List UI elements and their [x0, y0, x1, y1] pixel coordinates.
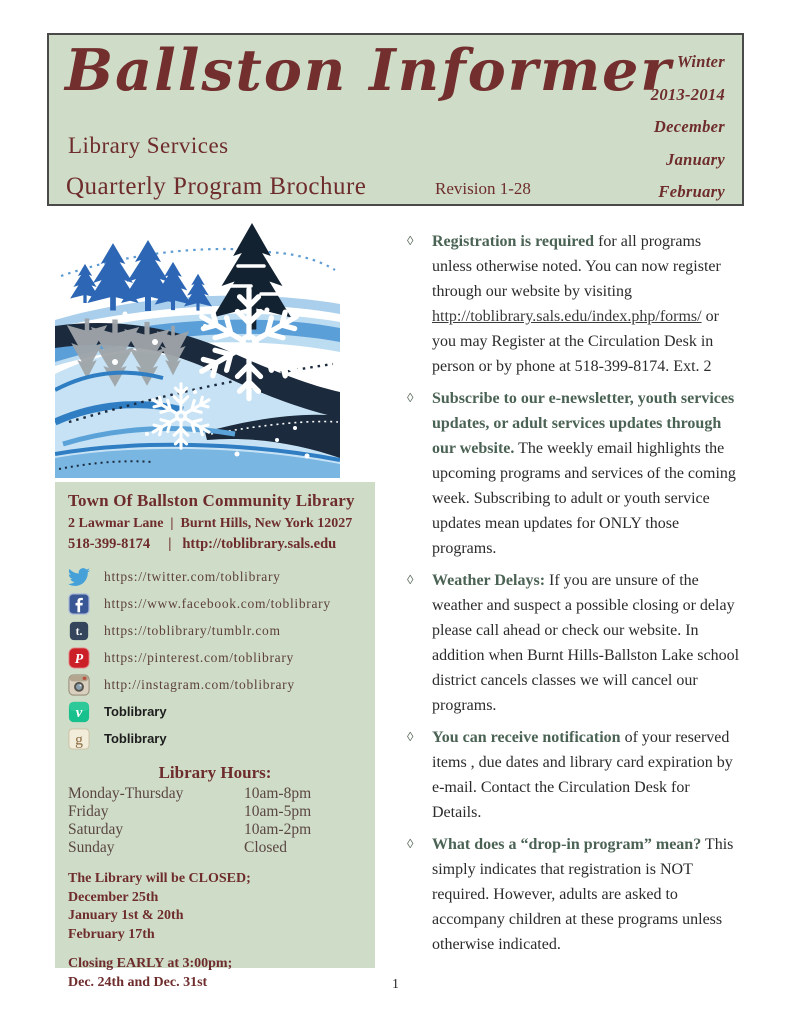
notice-text — [432, 568, 743, 718]
social-row-vine — [68, 699, 362, 724]
closed-date: January 1st & 20th — [68, 908, 184, 923]
hours-time: 10am-2pm — [244, 821, 312, 838]
social-row-instagram — [68, 672, 362, 697]
notice-registration — [407, 229, 747, 379]
social-row-twitter — [68, 564, 362, 589]
diamond-bullet-icon: ◊ — [407, 729, 414, 744]
svg-text:t.: t. — [75, 624, 83, 638]
closed-date: December 25th — [68, 889, 159, 905]
hours-time: 10am-8pm — [244, 785, 312, 802]
notice-text — [432, 229, 743, 379]
library-hours-heading: Library Hours: — [158, 763, 272, 782]
vine-icon — [68, 701, 90, 723]
notice-drop-in-program — [407, 832, 747, 957]
early-closing-heading: Closing EARLY at 3:00pm; — [68, 956, 233, 971]
notice-body: for all programs unless otherwise noted. You can now register through our website by visiting — [432, 233, 721, 300]
social-links-list — [68, 564, 362, 751]
twitter-icon — [68, 566, 90, 588]
notices-column — [407, 229, 747, 964]
hours-time: 10am-5pm — [244, 803, 312, 820]
pinterest-icon — [68, 647, 90, 669]
hours-row — [68, 785, 362, 803]
hours-time: Closed — [244, 839, 288, 856]
season-line: Winter — [677, 52, 725, 71]
diamond-bullet-icon: ◊ — [407, 836, 414, 851]
pinterest-url: https://pinterest.com/toblibrary — [104, 649, 294, 665]
season-line: 2013-2014 — [650, 84, 725, 104]
notice-subscribe — [407, 386, 747, 561]
instagram-url: http://instagram.com/toblibrary — [104, 676, 295, 692]
instagram-icon — [68, 674, 90, 696]
hours-row — [68, 803, 362, 821]
subtitle-library-services: Library Services — [68, 133, 229, 158]
library-hours-table — [68, 785, 362, 857]
notice-lead: Registration is required — [432, 233, 595, 250]
tumblr-url: https://toblibrary/tumblr.com — [104, 622, 281, 638]
notice-text — [432, 832, 743, 957]
season-line: January — [666, 149, 725, 169]
diamond-bullet-icon: ◊ — [407, 233, 414, 248]
season-line: December — [653, 117, 725, 136]
library-phone-website: 518-399-8174 | http://toblibrary.sals.edu — [68, 536, 337, 552]
hours-row — [68, 839, 362, 857]
hours-days: Sunday — [68, 839, 115, 856]
notice-body: The weekly email highlights the upcoming programs and services of the coming week. Subscribing to adult or youth service updates mean updates for ONLY those programs. — [432, 440, 736, 557]
notice-text — [432, 386, 743, 561]
notice-body: If you are unsure of the weather and suspect a possible closing or delay please call ahead or check our website. In addition when Burnt Hills-Ballston Lake school district cancels classes we will cancel our programs. — [432, 572, 740, 714]
newsletter-title: Ballston Informer — [65, 37, 673, 104]
closed-date: February 17th — [68, 926, 155, 942]
diamond-bullet-icon: ◊ — [407, 572, 414, 587]
notice-lead: What does a “drop-in program” mean? — [432, 836, 702, 853]
notice-weather-delays — [407, 568, 747, 718]
notice-lead: You can receive notification — [432, 729, 621, 746]
early-closing-dates: Dec. 24th and Dec. 31st — [68, 974, 208, 990]
notice-text — [432, 725, 743, 825]
hours-days: Monday-Thursday — [68, 785, 184, 802]
tumblr-icon — [68, 621, 90, 641]
social-row-goodreads — [68, 726, 362, 751]
diamond-bullet-icon: ◊ — [407, 390, 414, 405]
notice-body: or you may Register at the Circulation Desk in person or by phone at 518-399-8174. Ext. 2 — [432, 308, 719, 375]
closed-dates-block — [68, 870, 362, 944]
facebook-url: https://www.facebook.com/toblibrary — [104, 595, 331, 611]
svg-text:P: P — [74, 650, 84, 666]
notice-lead: Subscribe to our e-newsletter, youth services updates, or adult services updates through our website. — [432, 390, 735, 457]
season-column — [615, 46, 725, 209]
season-line: February — [658, 182, 725, 201]
library-address: 2 Lawmar Lane | Burnt Hills, New York 12027 — [68, 516, 353, 531]
goodreads-icon — [68, 728, 90, 750]
twitter-url: https://twitter.com/toblibrary — [104, 568, 281, 584]
notice-email-notification — [407, 725, 747, 825]
notice-body: This simply indicates that registration is NOT required. However, adults are asked to accompany children at these programs unless otherwise indicated. — [432, 836, 734, 953]
svg-text:v: v — [75, 704, 83, 721]
social-row-tumblr — [68, 618, 362, 643]
social-row-pinterest — [68, 645, 362, 670]
revision-label: Revision 1-28 — [435, 179, 531, 198]
page-number: 1 — [392, 976, 399, 991]
facebook-icon — [68, 593, 90, 615]
masthead-banner — [47, 33, 744, 206]
notice-body: of your reserved items , due dates and library card expiration by e-mail. Contact the Circulation Desk for Details. — [432, 729, 733, 821]
hours-days: Saturday — [68, 821, 124, 838]
hours-row — [68, 821, 362, 839]
notice-lead: Weather Delays: — [432, 572, 546, 589]
vine-handle: Toblibrary — [104, 704, 167, 719]
hours-days: Friday — [68, 803, 109, 820]
winter-illustration — [55, 222, 340, 478]
closed-heading: The Library will be CLOSED; — [68, 871, 251, 886]
registration-forms-link[interactable]: http://toblibrary.sals.edu/index.php/forms/ — [432, 308, 702, 325]
library-info-panel — [55, 482, 375, 990]
library-name: Town Of Ballston Community Library — [68, 491, 355, 510]
goodreads-handle: Toblibrary — [104, 731, 167, 746]
svg-text:g: g — [75, 731, 83, 748]
social-row-facebook — [68, 591, 362, 616]
subtitle-brochure: Quarterly Program Brochure — [66, 173, 367, 200]
